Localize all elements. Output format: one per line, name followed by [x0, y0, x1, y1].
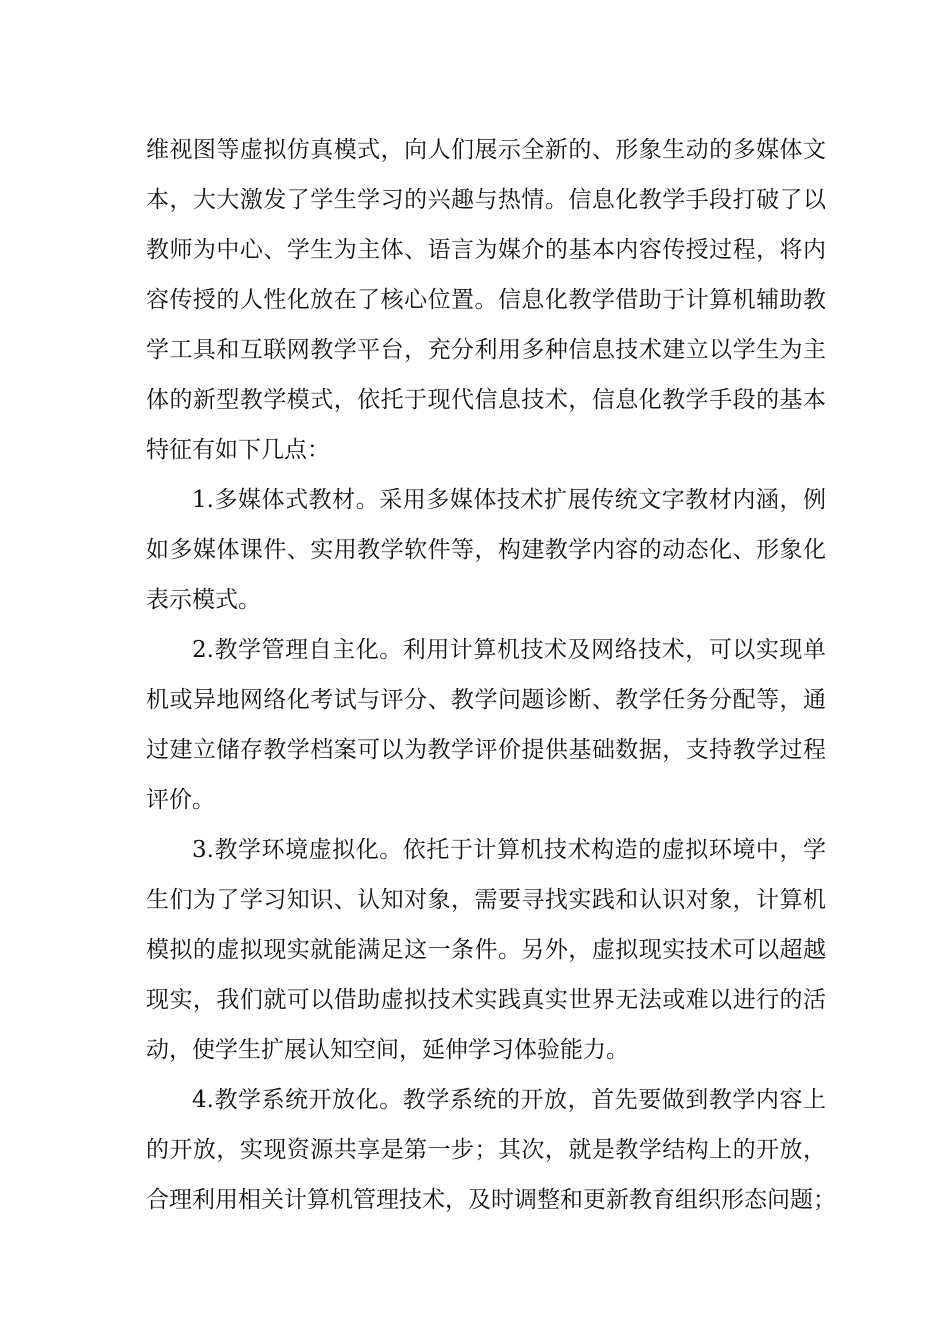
body-text-line: 教师为中心、学生为主体、语言为媒介的基本内容传授过程，将内: [146, 237, 826, 263]
body-text-line: 生们为了学习知识、认知对象，需要寻找实践和认识对象，计算机: [146, 887, 826, 913]
body-text-line: 特征有如下几点：: [146, 437, 330, 463]
body-text-line: 模拟的虚拟现实就能满足这一条件。另外，虚拟现实技术可以超越: [146, 937, 826, 963]
body-text-line: 机或异地网络化考试与评分、教学问题诊断、教学任务分配等，通: [146, 687, 826, 713]
body-text-line: 容传授的人性化放在了核心位置。信息化教学借助于计算机辅助教: [146, 287, 826, 313]
body-text-line: 学工具和互联网教学平台，充分利用多种信息技术建立以学生为主: [146, 337, 826, 363]
body-text-line: 表示模式。: [146, 587, 261, 613]
list-item-1-text: 1.多媒体式教材。采用多媒体技术扩展传统文字教材内涵，例: [192, 487, 826, 513]
body-text-line: 本，大大激发了学生学习的兴趣与热情。信息化教学手段打破了以: [146, 187, 826, 213]
body-text-line: 动，使学生扩展认知空间，延伸学习体验能力。: [146, 1037, 629, 1063]
body-text-line: 现实，我们就可以借助虚拟技术实践真实世界无法或难以进行的活: [146, 987, 826, 1013]
list-item-3-text: 3.教学环境虚拟化。依托于计算机技术构造的虚拟环境中，学: [192, 837, 826, 863]
body-text-line: 体的新型教学模式，依托于现代信息技术，信息化教学手段的基本: [146, 387, 826, 413]
body-text-line: 合理利用相关计算机管理技术，及时调整和更新教育组织形态问题；: [146, 1187, 836, 1213]
list-item-4-text: 4.教学系统开放化。教学系统的开放，首先要做到教学内容上: [192, 1087, 826, 1113]
body-text-line: 如多媒体课件、实用教学软件等，构建教学内容的动态化、形象化: [146, 537, 826, 563]
body-text-line: 维视图等虚拟仿真模式，向人们展示全新的、形象生动的多媒体文: [146, 137, 826, 163]
body-text-line: 过建立储存教学档案可以为教学评价提供基础数据，支持教学过程: [146, 737, 826, 763]
body-text-line: 评价。: [146, 787, 215, 813]
body-text-line: 的开放，实现资源共享是第一步；其次，就是教学结构上的开放，: [146, 1137, 826, 1163]
list-item-2-text: 2.教学管理自主化。利用计算机技术及网络技术，可以实现单: [192, 637, 826, 663]
